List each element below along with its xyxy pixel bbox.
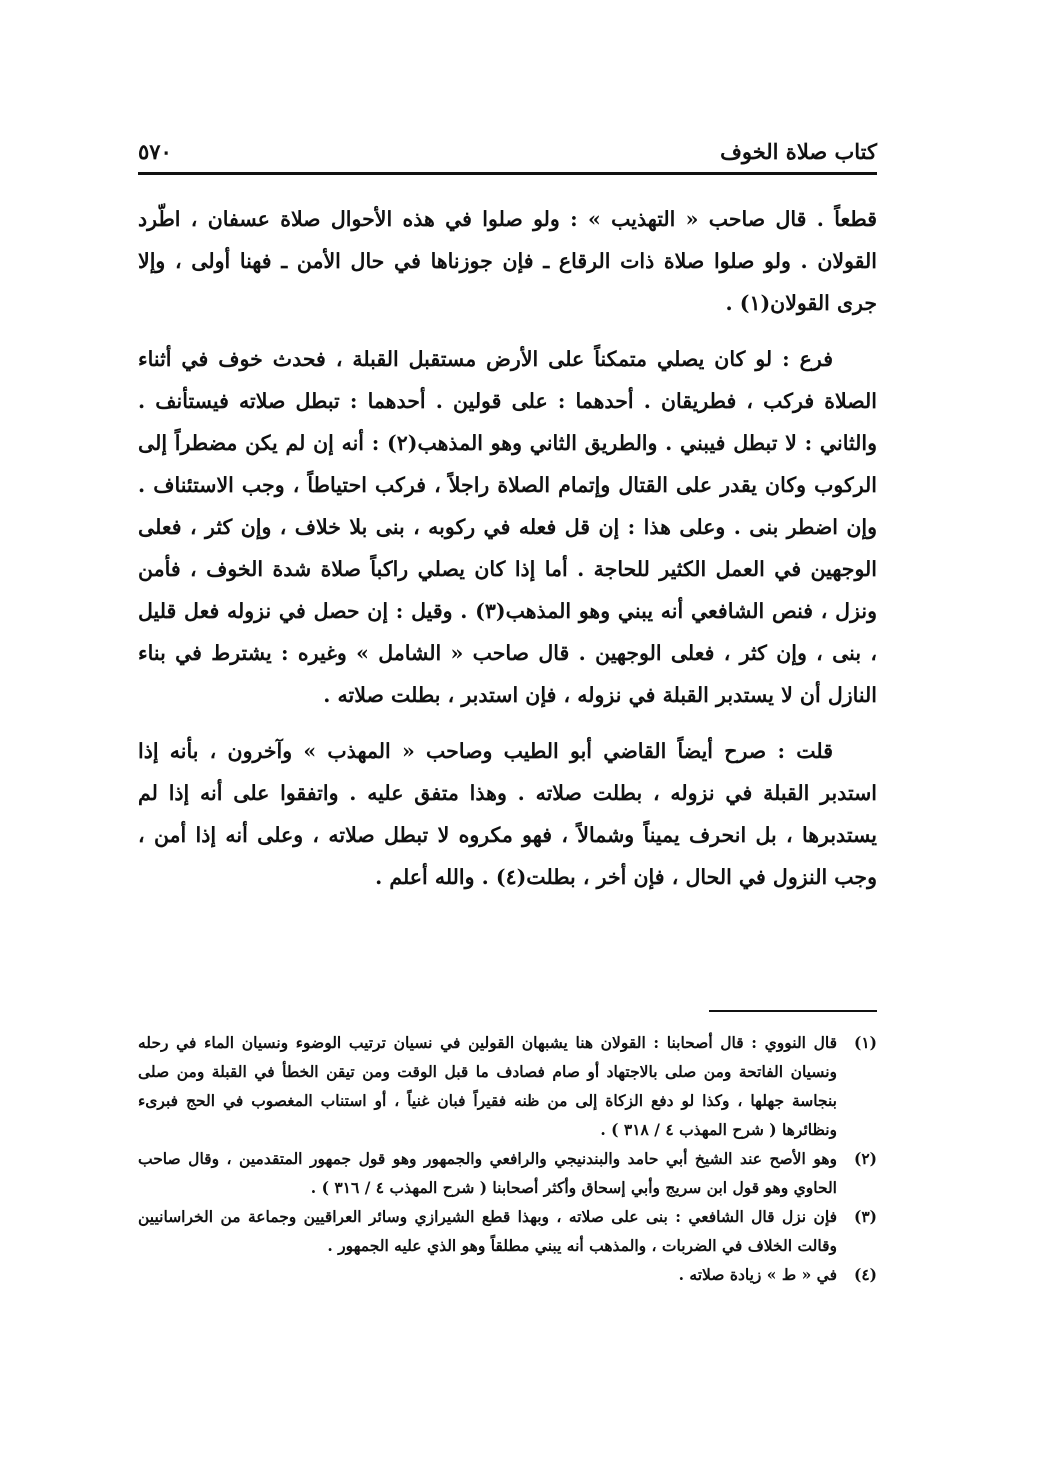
footnote-number: (٣) [853, 1207, 877, 1226]
footnote [138, 1202, 877, 1260]
footnote-number: (١) [853, 1033, 877, 1052]
footnote [138, 1260, 877, 1289]
chapter-title: كتاب صلاة الخوف [720, 139, 877, 164]
footnote [138, 1144, 877, 1202]
paragraph-lead: فرع : [782, 347, 833, 371]
footnotes [138, 1028, 877, 1289]
footnote-text: في « ط » زيادة صلاته . [678, 1265, 837, 1284]
footnote [138, 1028, 877, 1144]
paragraph [138, 730, 877, 898]
running-header [138, 132, 877, 175]
paragraph-text: قطعاً . قال صاحب « التهذيب » : ولو صلوا في هذه الأحوال صلاة عسفان ، اطّرد القولان . ولو صلوا صلاة ذات الرقاع ـ فإن جوزناها في حال الأمن ـ فهنا أولى ، وإلا جرى القولان(١) . [138, 207, 877, 315]
main-text [138, 198, 877, 912]
page-number: ٥٧٠ [138, 139, 172, 164]
footnote-number: (٢) [853, 1149, 877, 1168]
footnote-text: قال النووي : قال أصحابنا : القولان هنا يشبهان القولين في نسيان ترتيب الوضوء ونسيان الماء في رحله ونسيان الفاتحة ومن صلى بالاجتهاد أو صام فصادف ما قبل الوقت ومن تيقن الخطأ في القبلة ومن صلى بنجاسة جهلها ، وكذا لو دفع الزكاة إلى من ظنه فقيراً فبان غنياً ، أو استناب المغصوب في الحج فبرىء ونظائرها ( شرح المهذب ٤ / ٣١٨ ) . [138, 1033, 837, 1139]
footnote-divider [709, 1010, 877, 1012]
paragraph [138, 338, 877, 716]
paragraph-lead: قلت : [777, 739, 833, 763]
paragraph-text: صرح أيضاً القاضي أبو الطيب وصاحب « المهذب » وآخرون ، بأنه إذا استدبر القبلة في نزوله ، بطلت صلاته . وهذا متفق عليه . واتفقوا على أنه إذا لم يستدبرها ، بل انحرف يميناً وشمالاً ، فهو مكروه لا تبطل صلاته ، وعلى أنه إذا أمن ، وجب النزول في الحال ، فإن أخر ، بطلت(٤) . والله أعلم . [138, 739, 877, 889]
paragraph [138, 198, 877, 324]
footnote-text: فإن نزل قال الشافعي : بنى على صلاته ، وبهذا قطع الشيرازي وسائر العراقيين وجماعة من الخراسانيين وقالت الخلاف في الضربات ، والمذهب أنه يبني مطلقاً وهو الذي عليه الجمهور . [138, 1207, 837, 1255]
footnote-text: وهو الأصح عند الشيخ أبي حامد والبندنيجي والرافعي والجمهور وهو قول جمهور المتقدمين ، وقال صاحب الحاوي وهو قول ابن سريج وأبي إسحاق وأكثر أصحابنا ( شرح المهذب ٤ / ٣١٦ ) . [138, 1149, 837, 1197]
paragraph-text: لو كان يصلي متمكناً على الأرض مستقبل القبلة ، فحدث خوف في أثناء الصلاة فركب ، فطريقان . أحدهما : على قولين . أحدهما : تبطل صلاته فيستأنف . والثاني : لا تبطل فيبني . والطريق الثاني وهو المذهب(٢) : أنه إن لم يكن مضطراً إلى الركوب وكان يقدر على القتال وإتمام الصلاة راجلاً ، فركب احتياطاً ، وجب الاستئناف . وإن اضطر بنى . وعلى هذا : إن قل فعله في ركوبه ، بنى بلا خلاف ، وإن كثر ، فعلى الوجهين في العمل الكثير للحاجة . أما إذا كان يصلي راكباً صلاة شدة الخوف ، فأمن ونزل ، فنص الشافعي أنه يبني وهو المذهب(٣) . وقيل : إن حصل في نزوله فعل قليل ، بنى ، وإن كثر ، فعلى الوجهين . قال صاحب « الشامل » وغيره : يشترط في بناء النازل أن لا يستدبر القبلة في نزوله ، فإن استدبر ، بطلت صلاته . [138, 347, 877, 707]
footnote-number: (٤) [853, 1265, 877, 1284]
